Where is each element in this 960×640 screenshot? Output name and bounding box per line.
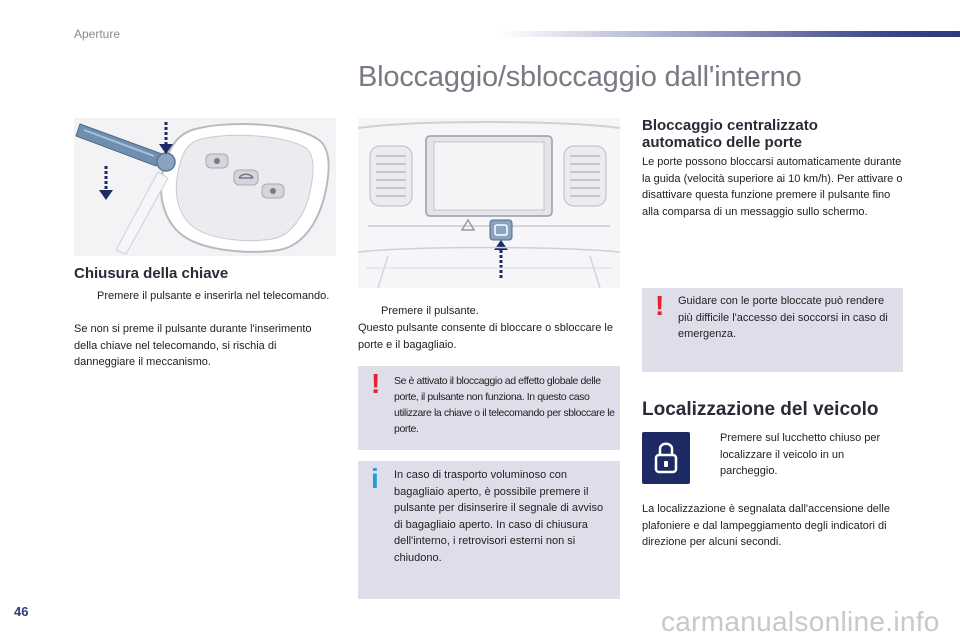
interior-section-text: Questo pulsante consente di bloccare o sbloccare le porte e il bagagliaio.: [358, 322, 613, 351]
interior-step-text: Premere il pulsante.: [381, 305, 479, 317]
key-step-text: Premere il pulsante e inserirla nel telecomando.: [97, 290, 330, 302]
padlock-icon: [642, 432, 690, 484]
locate-step-text: Premere sul lucchetto chiuso per localizzare il veicolo in un parcheggio.: [720, 432, 881, 477]
key-section-heading: Chiusura della chiave: [74, 265, 229, 282]
warning-text: Se è attivato il bloccaggio ad effetto globale delle porte, il pulsante non funziona. In questo caso utilizzare la chiave o il telecomando per sbloccare le porte.: [394, 375, 615, 435]
warning-icon: !: [371, 368, 381, 399]
key-section-step: [74, 288, 334, 305]
warning-box-emergency: [642, 288, 903, 372]
locate-section-heading: Localizzazione del veicolo: [642, 399, 879, 420]
warning-text: Guidare con le porte bloccate può rendere più difficile l'accesso dei soccorsi in caso di emergenza.: [678, 295, 888, 340]
central-section-heading: Bloccaggio centralizzato automatico delle porte: [642, 117, 818, 151]
key-section-note: Se non si preme il pulsante durante l'inserimento della chiave nel telecomando, si rischia di danneggiare il meccanismo.: [74, 323, 312, 368]
interior-section-step: [358, 303, 620, 320]
info-box-trunk: [358, 461, 620, 599]
watermark: carmanualsonline.info: [661, 606, 940, 637]
page-title: Bloccaggio/sbloccaggio dall'interno: [358, 61, 802, 93]
key-fob-illustration: [74, 118, 336, 256]
central-section-text: Le porte possono bloccarsi automaticamente durante la guida (velocità superiore ai 10 km/h). Per attivare o disattivare questa funzione premere il pulsante fino alla comparsa di un messaggio sullo schermo.: [642, 156, 903, 218]
header-bar: [500, 31, 960, 37]
section-label: Aperture: [74, 27, 121, 41]
page-number: 46: [14, 604, 29, 619]
info-icon: i: [371, 463, 379, 494]
locate-section-step: [697, 430, 897, 480]
locate-section-text: La localizzazione è segnalata dall'accensione delle plafoniere e dal lampeggiamento degli indicatori di direzione per alcuni secondi.: [642, 503, 890, 548]
info-text: In caso di trasporto voluminoso con bagagliaio aperto, è possibile premere il pulsante per disinserire il segnale di avviso di bagagliaio aperto. In caso di chiusura dell'interno, i retrovisori esterni non si chiudono.: [394, 469, 604, 564]
warning-icon: !: [655, 290, 665, 321]
warning-box-global-lock: [358, 366, 620, 450]
dashboard-illustration: [358, 118, 620, 288]
